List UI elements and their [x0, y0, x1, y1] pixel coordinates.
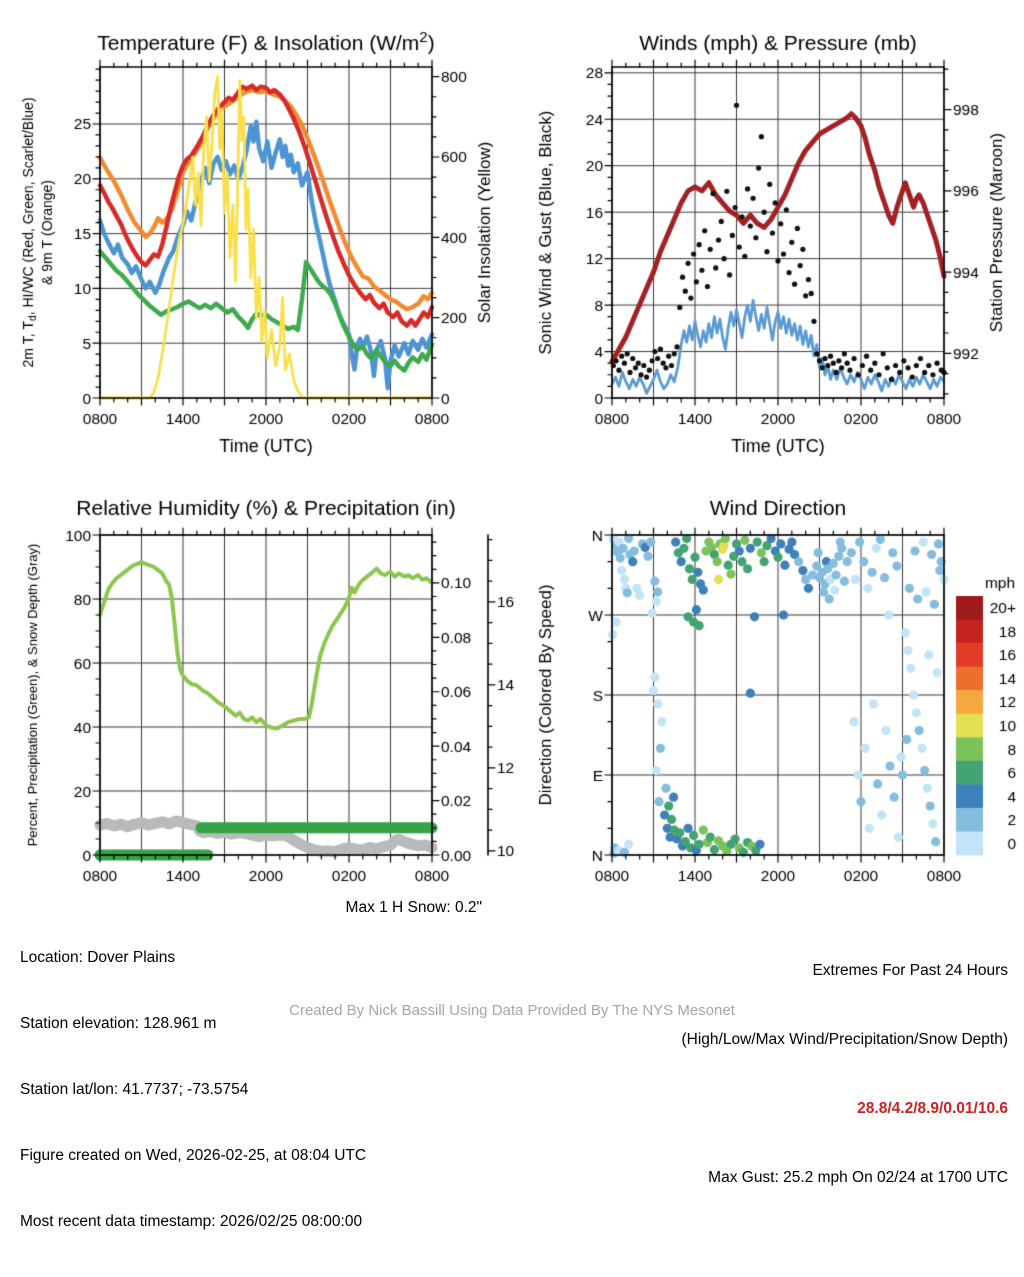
- station-info-block: [20, 903, 366, 1277]
- max-snow-note: Max 1 H Snow: 0.2": [345, 899, 482, 916]
- extremes-title: Extremes For Past 24 Hours: [812, 962, 1008, 979]
- credit-footer: Created By Nick Bassill Using Data Provided By The NYS Mesonet: [289, 1002, 735, 1019]
- station-elevation: Station elevation: 128.961 m: [20, 1015, 217, 1032]
- extremes-values: 28.8/4.2/8.9/0.01/10.6: [857, 1100, 1008, 1117]
- station-location: Location: Dover Plains: [20, 949, 176, 966]
- extremes-subtitle: (High/Low/Max Wind/Precipitation/Snow Depth): [681, 1031, 1008, 1048]
- station-latlon: Station lat/lon: 41.7737; -73.5754: [20, 1081, 249, 1098]
- data-timestamp: Most recent data timestamp: 2026/02/25 08:00:00: [20, 1213, 363, 1230]
- max-gust: Max Gust: 25.2 mph On 02/24 at 1700 UTC: [708, 1169, 1008, 1186]
- figure-created: Figure created on Wed, 2026-02-25, at 08:04 UTC: [20, 1147, 367, 1164]
- extremes-block: [682, 913, 1009, 1235]
